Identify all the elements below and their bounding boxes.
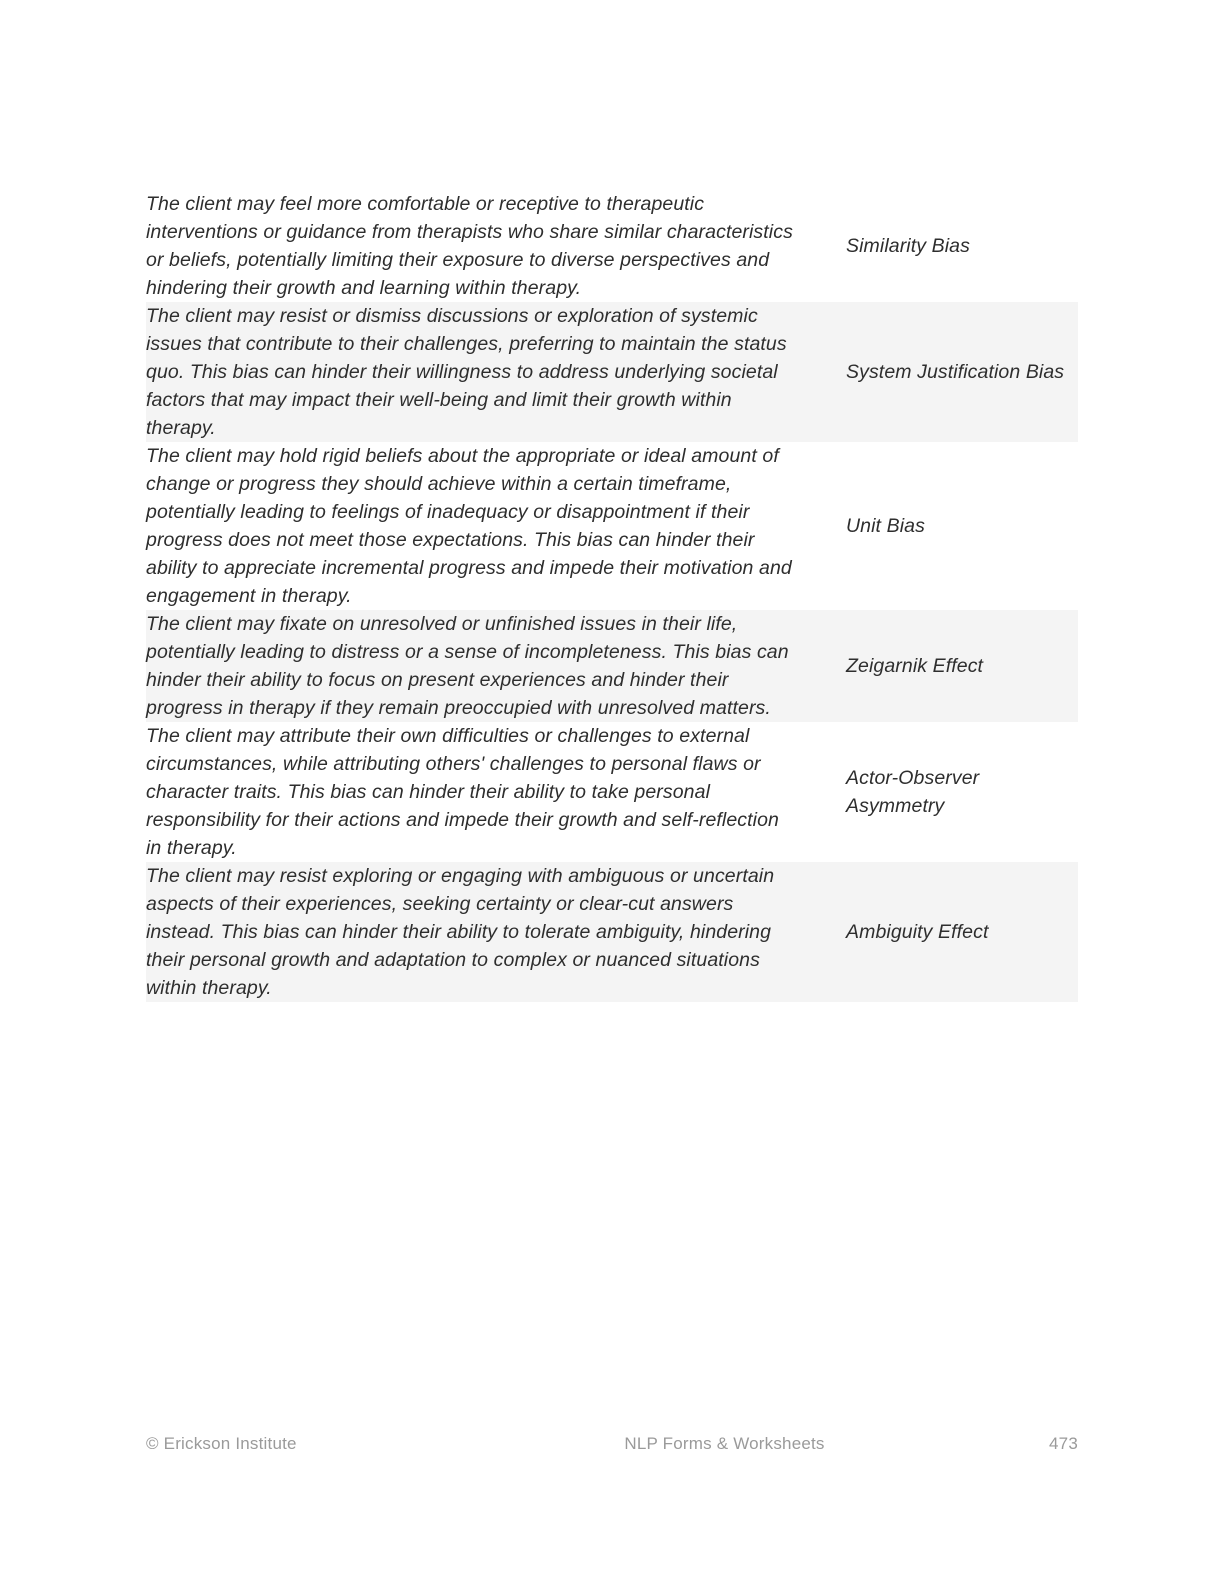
table-row bbox=[146, 190, 1078, 302]
bias-description-text: The client may resist or dismiss discussions or exploration of systemic issues that contribute to their challenges, preferring to maintain the status quo. This bias can hinder their willingness to address underlying societal factors that may impact their well-being and limit their growth within therapy. bbox=[146, 305, 787, 439]
bias-name-cell bbox=[846, 722, 1078, 862]
table-row bbox=[146, 610, 1078, 722]
bias-name-cell bbox=[846, 442, 1078, 610]
cognitive-bias-table bbox=[146, 190, 1078, 1002]
bias-description-text: The client may hold rigid beliefs about the appropriate or ideal amount of change or progress they should achieve within a certain timeframe, potentially leading to feelings of inadequacy or disappointment if their progress does not meet those expectations. This bias can hinder their ability to appreciate incremental progress and impede their motivation and engagement in therapy. bbox=[146, 445, 792, 607]
page-footer bbox=[146, 1434, 1078, 1454]
footer-page-number: 473 bbox=[1049, 1434, 1078, 1453]
bias-name-cell bbox=[846, 190, 1078, 302]
table-body bbox=[146, 190, 1078, 1002]
bias-description-cell bbox=[146, 190, 846, 302]
bias-description-text: The client may attribute their own difficulties or challenges to external circumstances, while attributing others' challenges to personal flaws or character traits. This bias can hinder their ability to take personal responsibility for their actions and impede their growth and self-reflection in therapy. bbox=[146, 725, 779, 859]
bias-description-text: The client may resist exploring or engaging with ambiguous or uncertain aspects of their experiences, seeking certainty or clear-cut answers instead. This bias can hinder their ability to tolerate ambiguity, hindering their personal growth and adaptation to complex or nuanced situations within therapy. bbox=[146, 865, 775, 999]
bias-description-text: The client may fixate on unresolved or unfinished issues in their life, potentially leading to distress or a sense of incompleteness. This bias can hinder their ability to focus on present experiences and hinder their progress in therapy if they remain preoccupied with unresolved matters. bbox=[146, 613, 789, 719]
bias-name-text: Actor-Observer Asymmetry bbox=[846, 767, 980, 817]
table-row bbox=[146, 722, 1078, 862]
bias-description-cell bbox=[146, 302, 846, 442]
table-row bbox=[146, 862, 1078, 1002]
table-row bbox=[146, 442, 1078, 610]
bias-description-cell bbox=[146, 862, 846, 1002]
bias-name-text: Ambiguity Effect bbox=[846, 921, 989, 943]
footer-copyright: © Erickson Institute bbox=[146, 1434, 297, 1453]
bias-description-cell bbox=[146, 722, 846, 862]
bias-name-text: Similarity Bias bbox=[846, 235, 970, 257]
table-row bbox=[146, 302, 1078, 442]
footer-title: NLP Forms & Worksheets bbox=[624, 1434, 825, 1453]
bias-name-text: System Justification Bias bbox=[846, 361, 1065, 383]
bias-name-cell bbox=[846, 862, 1078, 1002]
bias-name-cell bbox=[846, 302, 1078, 442]
bias-description-text: The client may feel more comfortable or receptive to therapeutic interventions or guidance from therapists who share similar characteristics or beliefs, potentially limiting their exposure to diverse perspectives and hindering their growth and learning within therapy. bbox=[146, 193, 793, 299]
bias-name-text: Zeigarnik Effect bbox=[846, 655, 984, 677]
bias-name-cell bbox=[846, 610, 1078, 722]
bias-description-cell bbox=[146, 442, 846, 610]
bias-description-cell bbox=[146, 610, 846, 722]
bias-name-text: Unit Bias bbox=[846, 515, 925, 537]
